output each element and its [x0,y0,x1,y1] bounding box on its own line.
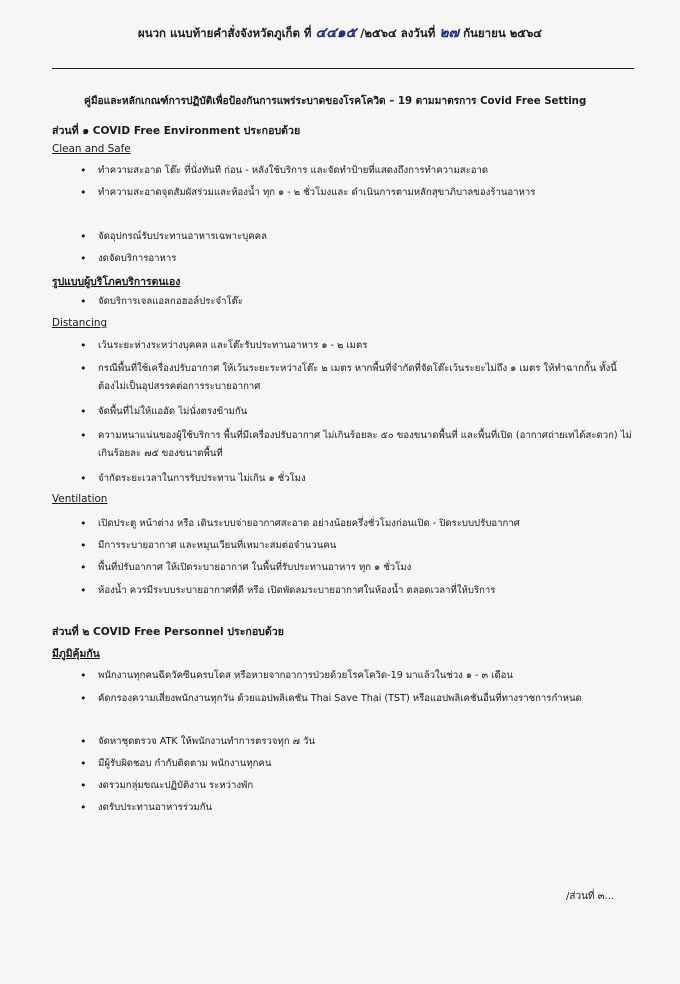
list-item: • จัดหาชุดตรวจ ATK ให้พนักงานทำการตรวจทุก ๗ วัน [80,735,315,748]
list-item: • งดจัดบริการอาหาร [80,252,177,265]
immunity-label: มีภูมิคุ้มกัน [52,648,100,660]
handwritten-order-number: ๔๔๑๕ [315,25,357,41]
list-item: • งดรวมกลุ่มขณะปฏิบัติงาน ระหว่างพัก [80,779,254,792]
list-item: • พนักงานทุกคนฉีดวัคซีนครบโดส หรือหายจากอาการป่วยด้วยโรคโควิด-19 มาแล้วในช่วง ๑ - ๓ เดือน [80,669,513,682]
list-item: • จัดพื้นที่ไม่ให้แออัด ไม่นั่งตรงข้ามกัน [80,405,248,418]
list-item: • จัดบริการเจลแอลกอฮอล์ประจำโต๊ะ [80,295,244,308]
list-item: • มีผู้รับผิดชอบ กำกับติดตาม พนักงานทุกคน [80,757,272,770]
header-year-part: /๒๕๖๔ ลงวันที่ [360,26,436,40]
self-service-label: รูปแบบผู้บริโภคบริการตนเอง [52,276,181,288]
list-item: • จำกัดระยะเวลาในการรับประทาน ไม่เกิน ๑ ชั่วโมง [80,472,306,485]
part2-heading: ส่วนที่ ๒ COVID Free Personnel ประกอบด้วย [52,626,284,638]
list-item: • งดรับประทานอาหารร่วมกัน [80,801,213,814]
list-item: • ทำความสะอาด โต๊ะ ที่นั่งทันที ก่อน - หลังใช้บริการ และจัดทำป้ายที่แสดงถึงการทำความสะอาด [80,164,489,177]
list-item: • จัดอุปกรณ์รับประทานอาหารเฉพาะบุคคล [80,230,267,243]
header-month-year: กันยายน ๒๕๖๔ [463,26,543,40]
continuation-note: /ส่วนที่ ๓... [566,891,615,902]
list-item: • เว้นระยะห่างระหว่างบุคคล และโต๊ะรับประทานอาหาร ๑ - ๒ เมตร [80,339,368,352]
handwritten-day: ๒๗ [439,25,460,41]
list-item: • มีการระบายอากาศ และหมุนเวียนที่เหมาะสมต่อจำนวนคน [80,539,337,552]
list-item: • ห้องน้ำ ควรมีระบบระบายอากาศที่ดี หรือ เปิดพัดลมระบายอากาศในห้องน้ำ ตลอดเวลาที่ให้บริการ [80,584,496,597]
part1-heading: ส่วนที่ ๑ COVID Free Environment ประกอบด้วย [52,125,301,137]
list-item: • ความหนาแน่นของผู้ใช้บริการ พื้นที่มีเครื่องปรับอากาศ ไม่เกินร้อยละ ๕๐ ของขนาดพื้นที่ และพื้นที่เปิด (อากาศถ่ายเทได้สะดวก) ไม่เกินร้อยละ ๗๕ ของขนาดพื้นที่ [80,429,632,459]
header-prefix: ผนวก แนบท้ายคำสั่งจังหวัดภูเก็ต ที่ [137,26,312,40]
ventilation-label: Ventilation [52,493,108,505]
document-header [0,22,680,44]
list-item: • คัดกรองความเสี่ยงพนักงานทุกวัน ด้วยแอปพลิเคชัน Thai Save Thai (TST) หรือแอปพลิเคชันอื่นที่ทางราชการกำหนด [80,692,582,705]
header-divider [52,68,634,69]
list-item: • ทำความสะอาดจุดสัมผัสร่วมและห้องน้ำ ทุก ๑ - ๒ ชั่วโมงและ ดำเนินการตามหลักสุขาภิบาลของร้านอาหาร [80,186,536,199]
distancing-label: Distancing [52,317,108,329]
document-title: คู่มือและหลักเกณฑ์การปฏิบัติเพื่อป้องกันการแพร่ระบาดของโรคโควิด – 19 ตามมาตรการ Covid Free Setting [84,96,587,107]
list-item: • เปิดประตู หน้าต่าง หรือ เดินระบบจ่ายอากาศสะอาด อย่างน้อยครึ่งชั่วโมงก่อนเปิด - ปิดระบบปรับอากาศ [80,517,520,530]
list-item: • พื้นที่ปรับอากาศ ให้เปิดระบายอากาศ ในพื้นที่รับประทานอาหาร ทุก ๑ ชั่วโมง [80,561,412,574]
list-item: • กรณีพื้นที่ใช้เครื่องปรับอากาศ ให้เว้นระยะระหว่างโต๊ะ ๒ เมตร หากพื้นที่จำกัดที่จัดโต๊ะเว้นระยะไม่ถึง ๑ เมตร ให้ทำฉากกั้น ทั้งนี้ ต้องไม่เป็นอุปสรรคต่อการระบายอากาศ [80,362,617,392]
clean-safe-label: Clean and Safe [52,143,131,155]
